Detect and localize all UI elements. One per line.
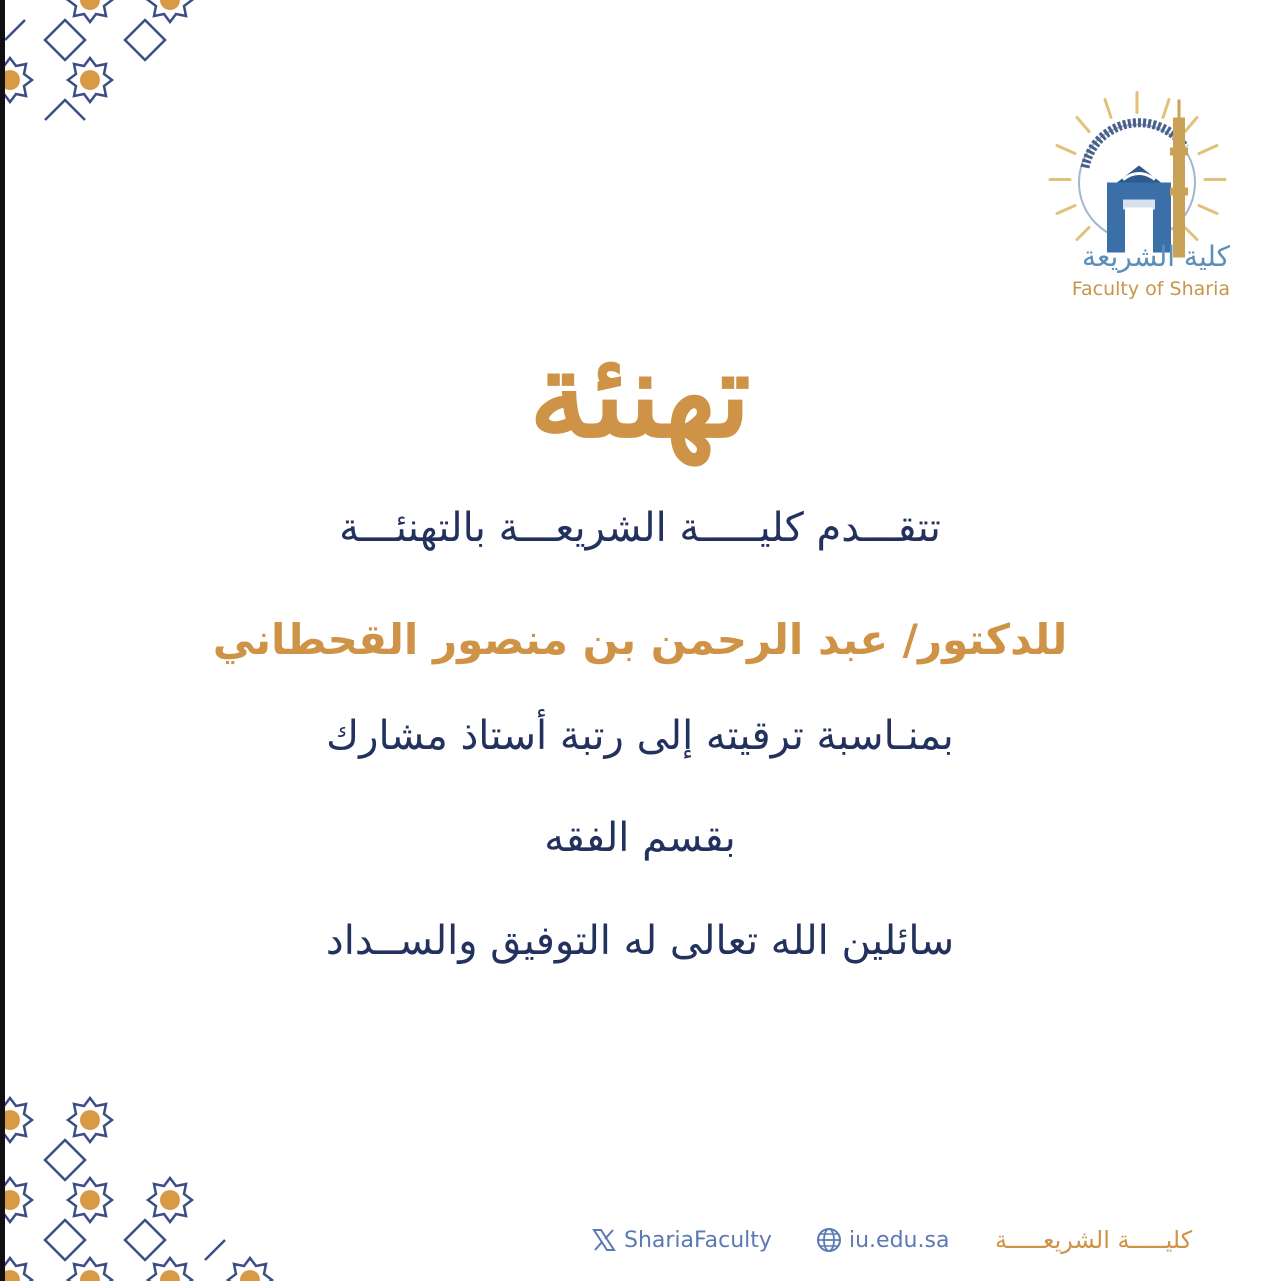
logo-name-arabic: كلية الشريعة [1081,240,1230,273]
x-logo-icon [590,1226,618,1254]
congratulations-heading: تهنئة [529,325,751,464]
website-url: iu.edu.sa [849,1227,950,1253]
footer-faculty-name: كليـــــة الشريعـــــة [995,1226,1193,1254]
globe-icon [815,1226,843,1254]
logo-name-english: Faculty of Sharia [1071,278,1230,300]
recipient-name: للدكتور/ عبد الرحمن بن منصور القحطاني [212,615,1068,664]
twitter-handle: ShariaFaculty [624,1227,772,1253]
islamic-pattern-bottom-left [5,1075,305,1281]
message-line-3: بمنـاسبة ترقيته إلى رتبة أستاذ مشارك [326,713,954,759]
message-line-1: تتقـــدم كليـــــة الشريعـــة بالتهنئـــة [339,505,941,551]
footer-website[interactable] [815,1222,949,1258]
footer-twitter[interactable] [590,1222,772,1258]
message-line-4: بقسم الفقه [544,815,736,861]
islamic-pattern-top-left [5,0,225,130]
message-line-5: سائلين الله تعالى له التوفيق والســداد [325,918,955,964]
